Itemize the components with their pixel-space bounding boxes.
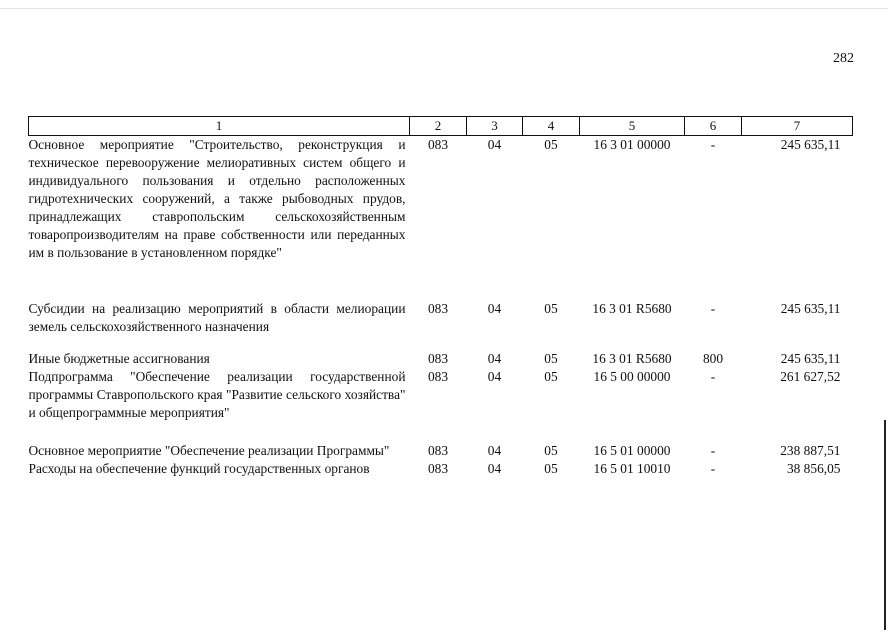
row-section-code: 04 <box>487 351 502 366</box>
column-header-7: 7 <box>742 117 853 136</box>
row-subsection-code: 05 <box>544 137 558 152</box>
row-expense-type: - <box>710 443 716 458</box>
row-ministry-code: 083 <box>427 351 449 366</box>
row-subsection-code: 05 <box>544 301 558 316</box>
table-header-row <box>29 117 853 136</box>
column-header-1: 1 <box>29 117 410 136</box>
row-name: Расходы на обеспечение функций государственных органов <box>28 461 370 476</box>
column-header-4: 4 <box>523 117 580 136</box>
row-spacer <box>29 262 853 300</box>
column-header-3: 3 <box>467 117 523 136</box>
row-target-article: 16 3 01 R5680 <box>592 301 672 316</box>
page-number: 282 <box>833 51 854 66</box>
table-row <box>29 136 853 263</box>
table-row <box>29 460 853 478</box>
row-subsection-code: 05 <box>544 461 558 476</box>
budget-table <box>28 116 853 478</box>
row-expense-type: - <box>710 301 716 316</box>
row-section-code: 04 <box>487 137 502 152</box>
row-ministry-code: 083 <box>427 461 449 476</box>
row-amount: 38 856,05 <box>786 461 841 476</box>
row-ministry-code: 083 <box>427 369 449 384</box>
row-amount: 261 627,52 <box>780 369 841 384</box>
column-header-5: 5 <box>580 117 685 136</box>
row-ministry-code: 083 <box>427 443 449 458</box>
row-target-article: 16 5 01 00000 <box>593 443 671 458</box>
row-name: Иные бюджетные ассигнования <box>28 351 210 366</box>
row-expense-type: - <box>710 461 716 476</box>
table-row <box>29 350 853 368</box>
row-amount: 245 635,11 <box>780 137 841 152</box>
column-header-2: 2 <box>410 117 467 136</box>
scan-edge-mark <box>884 420 886 630</box>
row-name: Основное мероприятие "Обеспечение реализации Программы" <box>28 443 390 458</box>
row-target-article: 16 5 01 10010 <box>593 461 671 476</box>
row-section-code: 04 <box>487 369 502 384</box>
row-target-article: 16 5 00 00000 <box>593 369 671 384</box>
row-expense-type: - <box>710 369 716 384</box>
table-row <box>29 300 853 336</box>
row-spacer <box>29 422 853 442</box>
row-amount: 238 887,51 <box>780 443 841 458</box>
row-subsection-code: 05 <box>544 369 558 384</box>
row-ministry-code: 083 <box>427 301 449 316</box>
row-section-code: 04 <box>487 443 502 458</box>
row-section-code: 04 <box>487 301 502 316</box>
row-subsection-code: 05 <box>544 351 558 366</box>
row-target-article: 16 3 01 R5680 <box>592 351 672 366</box>
row-amount: 245 635,11 <box>780 301 841 316</box>
table-row <box>29 368 853 422</box>
row-amount: 245 635,11 <box>780 351 841 366</box>
row-expense-type: 800 <box>702 351 724 366</box>
row-target-article: 16 3 01 00000 <box>593 137 671 152</box>
table-row <box>29 442 853 460</box>
row-section-code: 04 <box>487 461 502 476</box>
row-name: Субсидии на реализацию мероприятий в области мелиорации земель сельскохозяйственного назначения <box>28 301 406 334</box>
row-spacer <box>29 336 853 350</box>
row-name: Подпрограмма "Обеспечение реализации государственной программы Ставропольского края "Развитие сельского хозяйства" и общепрограммные мероприятия" <box>28 369 406 420</box>
row-subsection-code: 05 <box>544 443 558 458</box>
column-header-6: 6 <box>685 117 742 136</box>
row-ministry-code: 083 <box>427 137 449 152</box>
row-name: Основное мероприятие "Строительство, реконструкция и техническое перевооружение мелиоративных систем общего и индивидуального пользования и отдельно расположенных гидротехнических сооружений, а также рыбоводных прудов, принадлежащих ставропольским сельскохозяйственным товаропроизводителям на праве собственности или переданных им в пользование в установленном порядке" <box>28 137 406 260</box>
row-expense-type: - <box>710 137 716 152</box>
scan-border-top <box>0 8 888 9</box>
